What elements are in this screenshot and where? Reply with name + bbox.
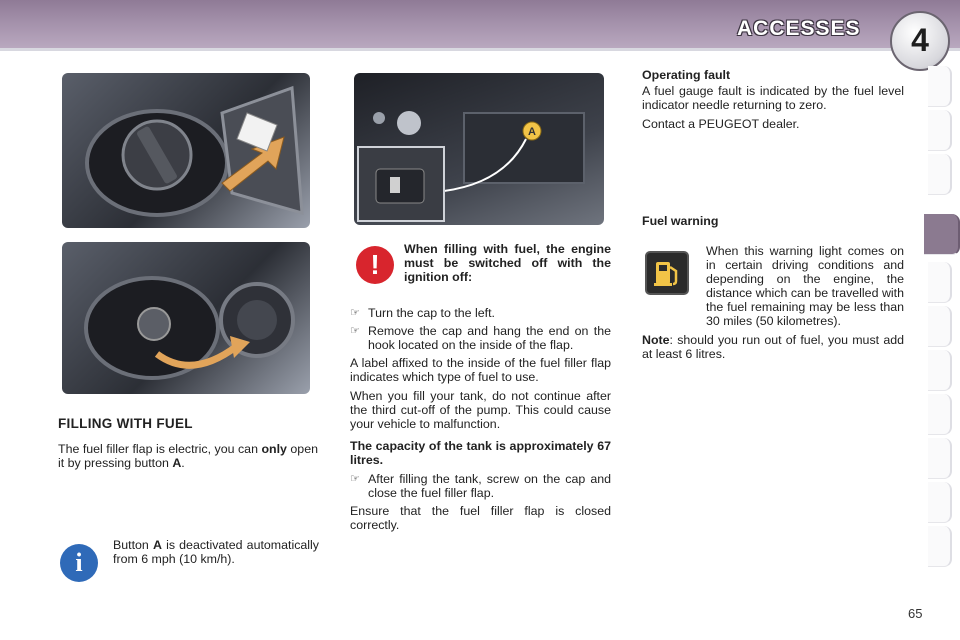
fault-text: A fuel gauge fault is indicated by the fuel level indicator needle returning to zero. xyxy=(642,84,904,112)
info-button-ref: A xyxy=(152,538,162,552)
step-text: After filling the tank, screw on the cap and close the fuel filler flap. xyxy=(368,472,611,500)
fault-contact: Contact a PEUGEOT dealer. xyxy=(642,117,800,131)
closing-paragraph: Ensure that the fuel filler flap is closed correctly. xyxy=(350,504,611,532)
bullet-icon: ☞ xyxy=(350,307,360,319)
page-number: 65 xyxy=(908,606,923,621)
warning-icon: ! xyxy=(356,246,394,284)
intro-text: The fuel filler flap is electric, you can xyxy=(58,442,262,456)
middle-body xyxy=(350,306,611,537)
intro-paragraph xyxy=(58,442,318,470)
chapter-badge: 4 xyxy=(890,11,950,71)
chapter-tab[interactable] xyxy=(928,438,952,479)
fault-body xyxy=(642,84,904,136)
chapter-tabs xyxy=(928,66,952,571)
chapter-tab-active[interactable] xyxy=(924,214,960,255)
step-item xyxy=(350,472,611,500)
section-title: ACCESSES xyxy=(737,17,861,40)
dashboard-illustration xyxy=(354,73,604,225)
step-text: Remove the cap and hang the end on the hook located on the inside of the flap. xyxy=(368,324,611,352)
header-divider xyxy=(0,48,960,51)
section-heading: FILLING WITH FUEL xyxy=(58,416,193,431)
chapter-tab[interactable] xyxy=(928,394,952,435)
chapter-tab[interactable] xyxy=(928,66,952,107)
fuel-warning-text: When this warning light comes on in certain driving conditions and depending on the engine, the distance which can be travelled with the fuel remaining may be less than 30 miles (50 kilometres). xyxy=(706,244,904,328)
dashboard-button-photo xyxy=(354,73,604,225)
chapter-tab[interactable] xyxy=(928,482,952,523)
fuel-warning-body xyxy=(642,244,904,366)
chapter-tab[interactable] xyxy=(928,350,952,391)
cap-hanging-illustration xyxy=(62,242,310,394)
info-text: Button xyxy=(113,538,153,552)
fuel-warning-heading: Fuel warning xyxy=(642,214,719,228)
note-label: Note xyxy=(642,333,670,347)
intro-end: . xyxy=(181,456,185,470)
step-item xyxy=(350,306,611,320)
fuel-cap-illustration xyxy=(62,73,310,228)
chapter-tab[interactable] xyxy=(928,262,952,303)
intro-emphasis: only xyxy=(261,442,287,456)
info-text-post: is deactivated automatically from 6 mph (10 km/h). xyxy=(113,538,319,566)
button-a-marker: A xyxy=(528,126,536,138)
capacity-paragraph: The capacity of the tank is approximately 67 litres. xyxy=(350,439,611,467)
info-icon: i xyxy=(60,544,98,582)
step-text: Turn the cap to the left. xyxy=(368,306,495,320)
warning-text: When filling with fuel, the engine must be switched off with the ignition off: xyxy=(404,242,611,284)
fuel-cap-photo xyxy=(62,73,310,228)
label-paragraph: A label affixed to the inside of the fuel filler flap indicates which type of fuel to use. xyxy=(350,356,611,384)
chapter-tab[interactable] xyxy=(928,526,952,567)
chapter-tab[interactable] xyxy=(928,306,952,347)
intro-text-mid: open it by pressing button xyxy=(58,442,318,470)
bullet-icon: ☞ xyxy=(350,473,360,485)
cap-hanging-photo xyxy=(62,242,310,394)
note-text: : should you run out of fuel, you must add at least 6 litres. xyxy=(642,333,904,361)
intro-button-ref: A xyxy=(172,456,182,470)
info-note xyxy=(113,538,319,566)
bullet-icon: ☞ xyxy=(350,325,360,337)
chapter-tab[interactable] xyxy=(928,110,952,151)
chapter-tab[interactable] xyxy=(928,154,952,195)
fault-heading: Operating fault xyxy=(642,68,731,82)
icon-float-spacer xyxy=(642,244,706,328)
cutoff-paragraph: When you fill your tank, do not continue after the third cut-off of the pump. This could cause your vehicle to malfunction. xyxy=(350,389,611,431)
step-item xyxy=(350,324,611,352)
